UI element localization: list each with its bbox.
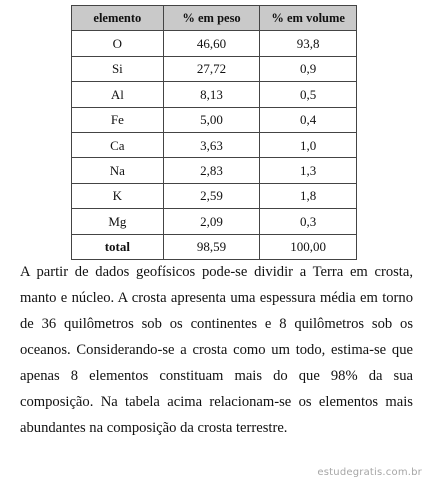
element-cell: Fe [72,107,164,132]
weight-cell: 3,63 [163,132,260,157]
table-header-row [72,6,357,31]
weight-cell: 46,60 [163,31,260,56]
description-paragraph: A partir de dados geofísicos pode-se dividir a Terra em crosta, manto e núcleo. A crosta apresenta uma espessura média em torno de 36 quilômetros sob os continentes e 8 quilômetros sob os oceanos. Considerando-se a crosta como um todo, estima-se que apenas 8 elementos constituam mais do que 98% da sua composição. Na tabela acima relacionam-se os elementos mais abundantes na composição da crosta terrestre. [20,264,413,436]
weight-cell: 2,83 [163,158,260,183]
table-row [72,82,357,107]
element-cell: Si [72,56,164,81]
total-label: total [72,234,164,259]
element-cell: K [72,183,164,208]
weight-cell: 2,59 [163,183,260,208]
volume-cell: 93,8 [260,31,357,56]
total-weight: 98,59 [163,234,260,259]
weight-cell: 8,13 [163,82,260,107]
table-row [72,132,357,157]
volume-cell: 0,3 [260,209,357,234]
site-watermark: estudegratis.com.br [317,467,422,478]
element-cell: Ca [72,132,164,157]
table-row [72,158,357,183]
column-header-element: elemento [72,6,164,31]
table-row [72,209,357,234]
table-total-row [72,234,357,259]
volume-cell: 0,5 [260,82,357,107]
element-table-container [71,5,357,260]
table-row [72,31,357,56]
element-cell: Na [72,158,164,183]
weight-cell: 2,09 [163,209,260,234]
volume-cell: 1,3 [260,158,357,183]
volume-cell: 1,0 [260,132,357,157]
table-row [72,56,357,81]
volume-cell: 0,4 [260,107,357,132]
element-cell: Al [72,82,164,107]
element-composition-table [71,5,357,260]
total-volume: 100,00 [260,234,357,259]
weight-cell: 27,72 [163,56,260,81]
element-cell: O [72,31,164,56]
element-cell: Mg [72,209,164,234]
table-row [72,107,357,132]
column-header-volume: % em volume [260,6,357,31]
weight-cell: 5,00 [163,107,260,132]
table-row [72,183,357,208]
volume-cell: 0,9 [260,56,357,81]
volume-cell: 1,8 [260,183,357,208]
column-header-weight: % em peso [163,6,260,31]
